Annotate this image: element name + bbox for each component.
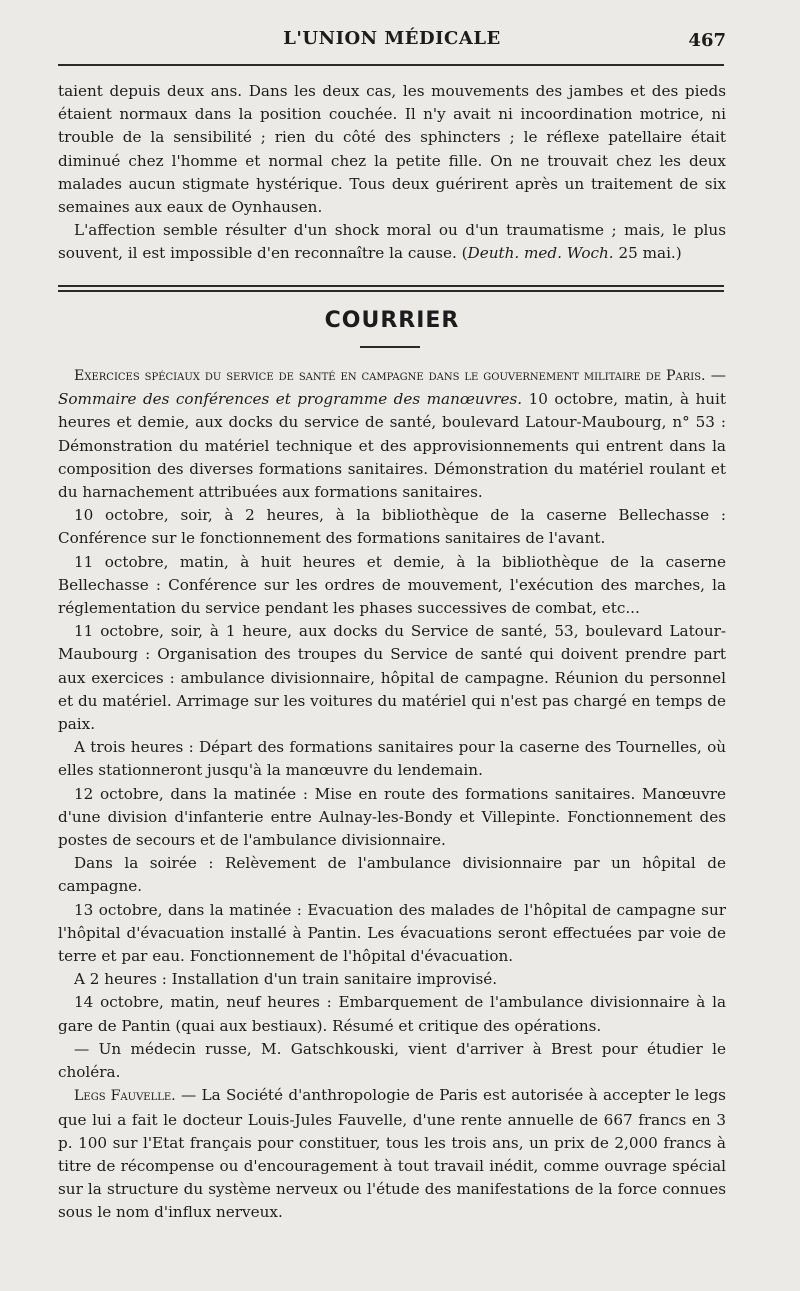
citation: Deuth. med. Woch. xyxy=(467,244,614,263)
page-header xyxy=(58,28,726,56)
intro-p2-text: L'affection semble résulter d'un shock moral ou d'un traumatisme ; mais, le plus souvent, il est impossible d'en reconnaître la cause. ( xyxy=(58,221,726,263)
header-rule xyxy=(58,64,724,66)
courrier-p1-text: 10 octobre, matin, à huit heures et demie, aux docks du service de santé, boulevard Latour-Maubourg, n° 53 : Démonstration du matériel technique et des approvisionnements qui entrent dans la composition des diverses formations sanitaires. Démonstration du matériel roulant et du harnachement attribuées aux formations sanitaires. xyxy=(58,390,727,502)
section-title: COURRIER xyxy=(324,308,460,333)
section-rule-a xyxy=(58,285,724,287)
courrier-paragraph-11: — Un médecin russe, M. Gatschkouski, vient d'arriver à Brest pour étudier le choléra. xyxy=(58,1039,726,1082)
title-underline xyxy=(360,346,420,348)
courrier-p1-italic: Sommaire des conférences et programme des manœuvres. xyxy=(58,390,523,409)
page-number: 467 xyxy=(688,30,726,51)
courrier-paragraph-7: Dans la soirée : Relèvement de l'ambulance divisionnaire par un hôpital de campagne. xyxy=(58,854,726,896)
courrier-p1-dash: — xyxy=(705,366,726,384)
courrier-paragraph-2: 10 octobre, soir, à 2 heures, à la bibliothèque de la caserne Bellechasse : Conférence sur le fonctionnement des formations sanitaires de l'avant. xyxy=(58,506,726,548)
courrier-paragraph-3: 11 octobre, matin, à huit heures et demie, à la bibliothèque de la caserne Bellechasse : Conférence sur les ordres de mouvement, l'exécution des marches, la réglementation du service pendant les phases successives de combat, etc... xyxy=(58,552,726,618)
courrier-paragraph-6: 12 octobre, dans la matinée : Mise en route des formations sanitaires. Manœuvre d'une division d'infanterie entre Aulnay-les-Bondy et Villepinte. Fonctionnement des postes de secours et de l'ambulance divisionnaire. xyxy=(58,784,726,850)
courrier-paragraph-8: 13 octobre, dans la matinée : Evacuation des malades de l'hôpital de campagne sur l'hôpital d'évacuation installé à Pantin. Les évacuations seront effectuées par voie de terre et par eau. Fonctionnement de l'hôpital d'évacuation. xyxy=(58,900,726,966)
courrier-paragraph-9: A 2 heures : Installation d'un train sanitaire improvisé. xyxy=(74,970,498,989)
section-rule-b xyxy=(58,290,724,292)
courrier-p12-lead: Legs Fauvelle. xyxy=(74,1088,176,1105)
intro-paragraph-2 xyxy=(58,219,726,265)
intro-p2-tail: 25 mai.) xyxy=(613,244,682,263)
courrier-paragraph-5: A trois heures : Départ des formations sanitaires pour la caserne des Tournelles, où elles stationneront jusqu'à la manœuvre du lendemain. xyxy=(58,738,726,780)
intro-paragraph-1: taient depuis deux ans. Dans les deux cas, les mouvements des jambes et des pieds étaient normaux dans la position couchée. Il n'y avait ni incoordination motrice, ni trouble de la sensibilité ; rien du côté des sphincters ; le réflexe patellaire était diminué chez l'homme et normal chez la petite fille. On ne trouvait chez les deux malades aucun stigmate hystérique. Tous deux guérirent après un traitement de six semaines aux eaux de Oynhausen. xyxy=(58,82,726,217)
courrier-text xyxy=(58,364,726,1225)
intro-text xyxy=(58,80,726,266)
courrier-p12-text: — La Société d'anthropologie de Paris est autorisée à accepter le legs que lui a fait le docteur Louis-Jules Fauvelle, d'une rente annuelle de 667 francs en 3 p. 100 sur l'Etat français pour constituer, tous les trois ans, un prix de 2,000 francs à titre de récompense ou d'encouragement à tout travail inédit, comme ouvrage spécial sur la structure du système nerveux ou l'étude des manifestations de la force connues sous le nom d'influx nerveux. xyxy=(58,1086,726,1222)
running-title: L'UNION MÉDICALE xyxy=(283,28,501,49)
courrier-paragraph-1 xyxy=(58,364,726,504)
courrier-paragraph-10: 14 octobre, matin, neuf heures : Embarquement de l'ambulance divisionnaire à la gare de Pantin (quai aux bestiaux). Résumé et critique des opérations. xyxy=(58,993,726,1035)
courrier-paragraph-4: 11 octobre, soir, à 1 heure, aux docks du Service de santé, 53, boulevard Latour-Maubourg : Organisation des troupes du Service de santé qui doivent prendre part aux exercices : ambulance divisionnaire, hôpital de campagne. Réunion du personnel et du matériel. Arrimage sur les voitures du matériel qui n'est pas chargé en temps de paix. xyxy=(58,622,726,734)
courrier-paragraph-12 xyxy=(58,1084,726,1224)
courrier-p1-lead: Exercices spéciaux du service de santé en campagne dans le gouvernement militaire de Paris. xyxy=(74,368,706,384)
